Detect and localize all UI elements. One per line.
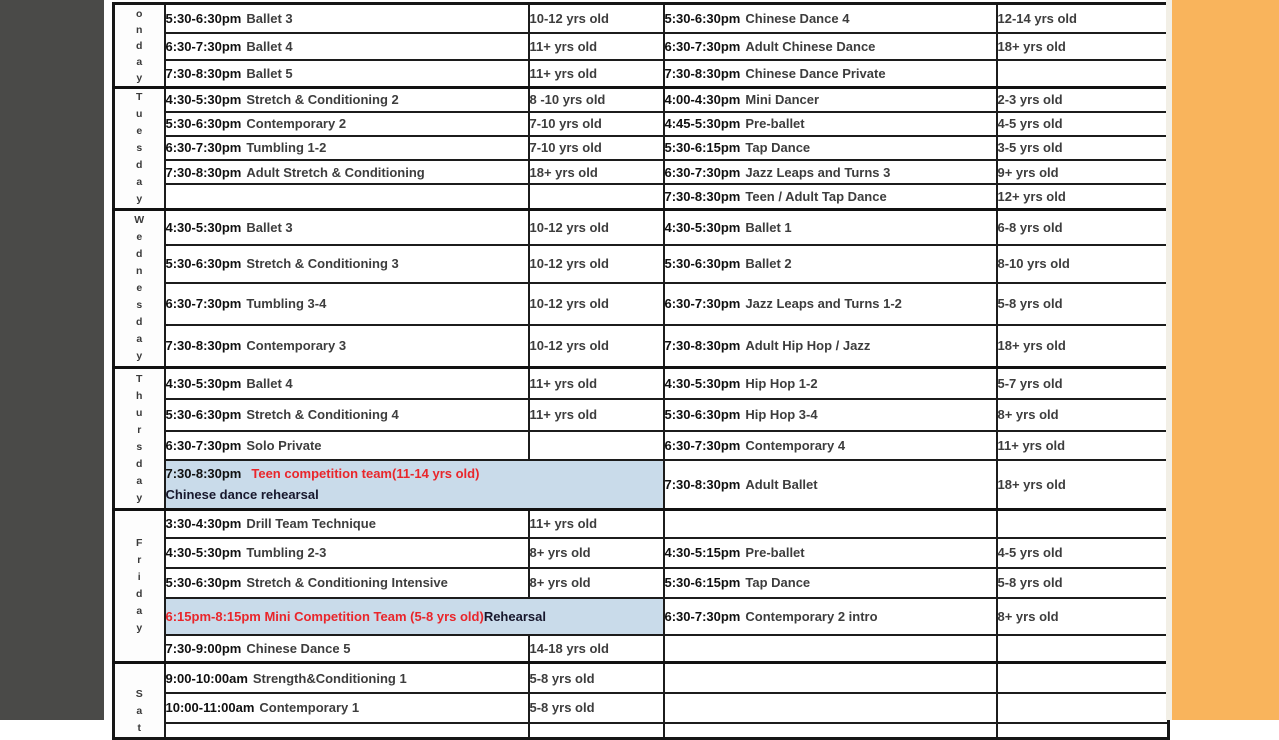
class-time: 4:00-4:30pm (664, 92, 741, 108)
age-cell (997, 568, 1169, 598)
age-range: 3-5 yrs old (997, 140, 1063, 156)
class-cell (165, 538, 529, 568)
class-cell (664, 431, 997, 460)
class-name: Ballet 4 (246, 375, 293, 391)
age-cell (997, 598, 1169, 635)
day-letter: a (136, 56, 143, 68)
day-letter: a (136, 605, 143, 617)
day-letter: s (136, 440, 143, 453)
class-name: Ballet 2 (745, 256, 792, 271)
class-name: Pre-ballet (745, 116, 805, 132)
empty-cell (997, 60, 1169, 88)
class-time: 7:30-8:30pm (165, 466, 242, 482)
class-name: Stretch & Conditioning 4 (246, 407, 399, 422)
age-cell (529, 510, 664, 538)
class-cell (664, 568, 997, 598)
empty-cell (664, 635, 997, 663)
age-cell (997, 136, 1169, 160)
class-time: 5:30-6:30pm (165, 116, 242, 132)
class-name: Teen / Adult Tap Dance (745, 189, 887, 205)
age-cell (529, 136, 664, 160)
age-range: 5-8 yrs old (997, 575, 1063, 590)
age-range: 5-8 yrs old (529, 670, 595, 686)
class-time: 6:30-7:30pm (165, 296, 242, 311)
class-time: 7:30-8:30pm (664, 189, 741, 205)
class-name: Strength&Conditioning 1 (252, 670, 407, 686)
day-label (115, 371, 164, 507)
day-letter: r (137, 554, 142, 566)
age-range: 11+ yrs old (529, 516, 598, 532)
age-cell (997, 33, 1169, 60)
class-cell (165, 112, 529, 136)
class-cell (664, 210, 997, 245)
class-cell (664, 88, 997, 112)
class-time: 6:30-7:30pm (664, 296, 741, 311)
day-letter: o (136, 8, 143, 20)
class-cell (165, 325, 529, 368)
class-name: Hip Hop 3-4 (745, 407, 818, 422)
highlight-note-cell (165, 460, 664, 510)
highlight-note-line (166, 484, 663, 505)
day-cell (114, 210, 165, 368)
class-time: 7:30-8:30pm (664, 338, 741, 354)
age-range: 18+ yrs old (529, 164, 598, 180)
class-time: 6:30-7:30pm (664, 608, 741, 624)
day-letter: a (136, 705, 143, 717)
class-time: 5:30-6:30pm (664, 11, 741, 27)
class-cell (664, 160, 997, 184)
class-name: Tumbling 1-2 (246, 140, 327, 156)
class-name: Chinese Dance 5 (246, 640, 351, 656)
day-label (115, 89, 164, 208)
class-cell (165, 210, 529, 245)
empty-cell (664, 663, 997, 694)
age-range: 11+ yrs old (529, 65, 598, 81)
class-name: Ballet 3 (246, 11, 293, 27)
class-cell (165, 399, 529, 431)
day-letter: y (136, 622, 143, 634)
class-name: Contemporary 2 (246, 116, 347, 132)
empty-cell (664, 723, 997, 739)
day-letter: d (136, 316, 143, 328)
age-cell (997, 368, 1169, 399)
age-range: 18+ yrs old (997, 338, 1066, 354)
age-range: 7-10 yrs old (529, 140, 602, 156)
class-cell (664, 325, 997, 368)
day-letter: e (136, 282, 143, 294)
class-cell (664, 598, 997, 635)
class-cell (165, 4, 529, 34)
class-cell (165, 663, 529, 694)
class-time: 7:30-9:00pm (165, 640, 242, 656)
day-letter: t (137, 722, 141, 734)
age-range: 8-10 yrs old (997, 256, 1070, 271)
highlight-dark-text: Rehearsal (483, 608, 546, 624)
empty-cell (997, 723, 1169, 739)
age-range: 8+ yrs old (529, 545, 591, 560)
empty-cell (664, 510, 997, 538)
class-name: Jazz Leaps and Turns 1-2 (745, 296, 902, 311)
class-cell (664, 4, 997, 34)
age-range: 10-12 yrs old (529, 256, 609, 271)
class-name: Adult Hip Hop / Jazz (745, 338, 871, 354)
class-cell (165, 568, 529, 598)
class-time: 4:30-5:30pm (165, 545, 242, 560)
right-orange-stripe (1166, 0, 1279, 720)
day-letter: n (136, 265, 143, 277)
class-time: 6:30-7:30pm (165, 140, 242, 156)
class-time: 5:30-6:30pm (165, 256, 242, 271)
class-cell (165, 283, 529, 325)
class-name: Pre-ballet (745, 545, 805, 560)
age-cell (529, 283, 664, 325)
age-range: 8+ yrs old (997, 608, 1059, 624)
class-time: 6:30-7:30pm (664, 164, 741, 180)
age-cell (529, 635, 664, 663)
age-cell (529, 325, 664, 368)
day-letter: y (136, 72, 143, 84)
day-letter: T (136, 91, 143, 103)
class-name: Stretch & Conditioning 3 (246, 256, 399, 271)
age-range: 12+ yrs old (997, 189, 1066, 205)
age-range: 11+ yrs old (529, 375, 598, 391)
class-name: Ballet 1 (745, 219, 792, 235)
schedule-table (112, 2, 1170, 740)
class-time: 5:30-6:30pm (165, 407, 242, 422)
age-cell (529, 210, 664, 245)
age-cell (529, 112, 664, 136)
day-label (115, 212, 164, 365)
class-cell (664, 368, 997, 399)
age-cell (997, 4, 1169, 34)
age-cell (997, 538, 1169, 568)
age-range: 10-12 yrs old (529, 11, 609, 27)
age-cell (997, 184, 1169, 209)
day-letter: a (136, 333, 143, 345)
age-range: 4-5 yrs old (997, 545, 1063, 560)
class-name: Tap Dance (745, 575, 811, 590)
day-letter: F (136, 537, 143, 549)
age-cell (529, 160, 664, 184)
day-letter: i (137, 571, 141, 583)
class-time: 4:30-5:30pm (664, 219, 741, 235)
empty-cell (664, 693, 997, 722)
age-range: 4-5 yrs old (997, 116, 1063, 132)
class-name: Ballet 5 (246, 65, 293, 81)
age-range: 18+ yrs old (997, 476, 1066, 492)
day-letter: e (136, 231, 143, 243)
class-cell (165, 368, 529, 399)
class-cell (165, 693, 529, 722)
day-letter: d (136, 40, 143, 52)
age-range: 8 -10 yrs old (529, 92, 606, 108)
day-letter: d (136, 248, 143, 260)
class-name: Stretch & Conditioning 2 (246, 92, 399, 108)
class-name: Adult Stretch & Conditioning (246, 164, 425, 180)
class-name: Contemporary 4 (745, 437, 846, 453)
class-time: 4:45-5:30pm (664, 116, 741, 132)
age-range: 2-3 yrs old (997, 92, 1063, 108)
class-time: 6:30-7:30pm (165, 437, 242, 453)
day-letter: u (136, 108, 143, 120)
left-dark-panel (0, 0, 104, 720)
day-letter: h (136, 389, 143, 402)
empty-cell (529, 431, 664, 460)
age-range: 14-18 yrs old (529, 640, 609, 656)
class-name: Adult Ballet (745, 476, 818, 492)
age-range: 11+ yrs old (997, 437, 1066, 453)
class-cell (165, 635, 529, 663)
class-cell (664, 60, 997, 88)
highlight-dark-text: Chinese dance rehearsal (165, 487, 319, 503)
age-range: 10-12 yrs old (529, 296, 609, 311)
day-cell (114, 663, 165, 739)
age-cell (529, 568, 664, 598)
class-name: Contemporary 2 intro (745, 608, 878, 624)
age-cell (529, 245, 664, 283)
class-cell (664, 399, 997, 431)
class-name: Tumbling 3-4 (246, 296, 327, 311)
age-cell (997, 245, 1169, 283)
age-cell (529, 88, 664, 112)
day-letter: s (136, 142, 143, 154)
age-range: 11+ yrs old (529, 407, 598, 422)
day-letter: S (135, 688, 143, 700)
day-letter: W (134, 214, 145, 226)
class-time: 4:30-5:15pm (664, 545, 741, 560)
age-cell (529, 60, 664, 88)
day-label (115, 5, 164, 86)
day-letter: a (136, 176, 143, 188)
age-cell (997, 112, 1169, 136)
day-letter: d (136, 159, 143, 171)
class-time: 7:30-8:30pm (165, 65, 242, 81)
age-range: 5-7 yrs old (997, 375, 1063, 391)
day-letter: y (136, 491, 143, 504)
class-time: 7:30-8:30pm (165, 338, 242, 354)
class-cell (165, 88, 529, 112)
age-cell (997, 160, 1169, 184)
class-cell (664, 184, 997, 209)
class-time: 5:30-6:15pm (664, 140, 741, 156)
highlight-red-text: Teen competition team(11-14 yrs old) (251, 466, 480, 482)
class-name: Contemporary 1 (259, 700, 360, 716)
class-cell (165, 136, 529, 160)
empty-cell (997, 663, 1169, 694)
age-range: 8+ yrs old (529, 575, 591, 590)
day-letter: n (136, 24, 143, 36)
age-range: 9+ yrs old (997, 164, 1059, 180)
class-time: 5:30-6:15pm (664, 575, 741, 590)
empty-cell (165, 184, 529, 209)
empty-cell (997, 635, 1169, 663)
age-cell (997, 399, 1169, 431)
age-range: 8+ yrs old (997, 407, 1059, 422)
class-cell (165, 33, 529, 60)
age-range: 7-10 yrs old (529, 116, 602, 132)
class-time: 5:30-6:30pm (664, 256, 741, 271)
class-cell (165, 431, 529, 460)
age-range: 10-12 yrs old (529, 219, 609, 235)
class-cell (664, 136, 997, 160)
empty-cell (165, 723, 529, 739)
day-letter: s (136, 299, 143, 311)
class-name: Hip Hop 1-2 (745, 375, 818, 391)
age-cell (529, 538, 664, 568)
class-time: 6:30-7:30pm (664, 39, 741, 55)
class-time: 3:30-4:30pm (165, 516, 242, 532)
day-label (115, 535, 164, 637)
age-range: 18+ yrs old (997, 39, 1066, 55)
age-cell (529, 368, 664, 399)
class-time: 4:30-5:30pm (165, 219, 242, 235)
class-time: 7:30-8:30pm (664, 476, 741, 492)
day-cell (114, 368, 165, 510)
age-range: 5-8 yrs old (529, 700, 595, 716)
class-name: Chinese Dance Private (745, 65, 886, 81)
class-cell (664, 283, 997, 325)
age-cell (529, 663, 664, 694)
class-name: Solo Private (246, 437, 322, 453)
highlight-red-text: 6:15pm-8:15pm Mini Competition Team (5-8 yrs old) (165, 608, 484, 624)
class-cell (664, 245, 997, 283)
day-cell (114, 510, 165, 663)
empty-cell (997, 693, 1169, 722)
day-cell (114, 4, 165, 88)
class-name: Ballet 3 (246, 219, 293, 235)
empty-cell (997, 510, 1169, 538)
day-letter: u (136, 406, 143, 419)
age-cell (529, 4, 664, 34)
age-range: 12-14 yrs old (997, 11, 1077, 27)
class-time: 9:00-10:00am (165, 670, 248, 686)
age-cell (997, 88, 1169, 112)
age-cell (997, 210, 1169, 245)
highlight-note-cell (165, 598, 664, 635)
class-name: Contemporary 3 (246, 338, 347, 354)
age-range: 10-12 yrs old (529, 338, 609, 354)
empty-cell (529, 184, 664, 209)
age-cell (529, 399, 664, 431)
class-time: 7:30-8:30pm (165, 164, 242, 180)
class-cell (664, 112, 997, 136)
class-time: 5:30-6:30pm (664, 407, 741, 422)
day-letter: y (136, 350, 143, 362)
class-cell (664, 33, 997, 60)
class-name: Chinese Dance 4 (745, 11, 850, 27)
class-cell (165, 60, 529, 88)
class-name: Stretch & Conditioning Intensive (246, 575, 448, 590)
class-time: 4:30-5:30pm (165, 92, 242, 108)
class-time: 10:00-11:00am (165, 700, 255, 716)
schedule-table-container (112, 2, 1167, 734)
class-cell (165, 245, 529, 283)
class-time: 6:30-7:30pm (664, 437, 741, 453)
age-range: 5-8 yrs old (997, 296, 1063, 311)
day-letter: d (136, 457, 143, 470)
day-letter: d (136, 588, 143, 600)
day-cell (114, 88, 165, 210)
class-cell (165, 160, 529, 184)
age-range: 6-8 yrs old (997, 219, 1063, 235)
day-letter: y (136, 193, 143, 205)
day-letter: e (136, 125, 143, 137)
class-name: Drill Team Technique (246, 516, 376, 532)
class-time: 5:30-6:30pm (165, 11, 242, 27)
age-cell (997, 460, 1169, 510)
age-cell (529, 33, 664, 60)
class-time: 4:30-5:30pm (664, 375, 741, 391)
age-cell (997, 325, 1169, 368)
empty-cell (529, 723, 664, 739)
day-letter: T (136, 372, 143, 385)
class-cell (664, 460, 997, 510)
age-cell (529, 693, 664, 722)
class-time: 7:30-8:30pm (664, 65, 741, 81)
class-cell (165, 510, 529, 538)
class-name: Tumbling 2-3 (246, 545, 327, 560)
class-name: Adult Chinese Dance (745, 39, 876, 55)
class-name: Jazz Leaps and Turns 3 (745, 164, 891, 180)
highlight-note-line (166, 606, 663, 627)
highlight-note-line (166, 463, 663, 484)
class-cell (664, 538, 997, 568)
class-time: 6:30-7:30pm (165, 39, 242, 55)
age-cell (997, 431, 1169, 460)
class-time: 4:30-5:30pm (165, 375, 242, 391)
class-name: Mini Dancer (745, 92, 820, 108)
day-letter: a (136, 474, 143, 487)
class-name: Tap Dance (745, 140, 811, 156)
age-cell (997, 283, 1169, 325)
day-label (115, 664, 164, 737)
age-range: 11+ yrs old (529, 39, 598, 55)
class-name: Ballet 4 (246, 39, 293, 55)
day-letter: r (137, 423, 142, 436)
class-time: 5:30-6:30pm (165, 575, 242, 590)
